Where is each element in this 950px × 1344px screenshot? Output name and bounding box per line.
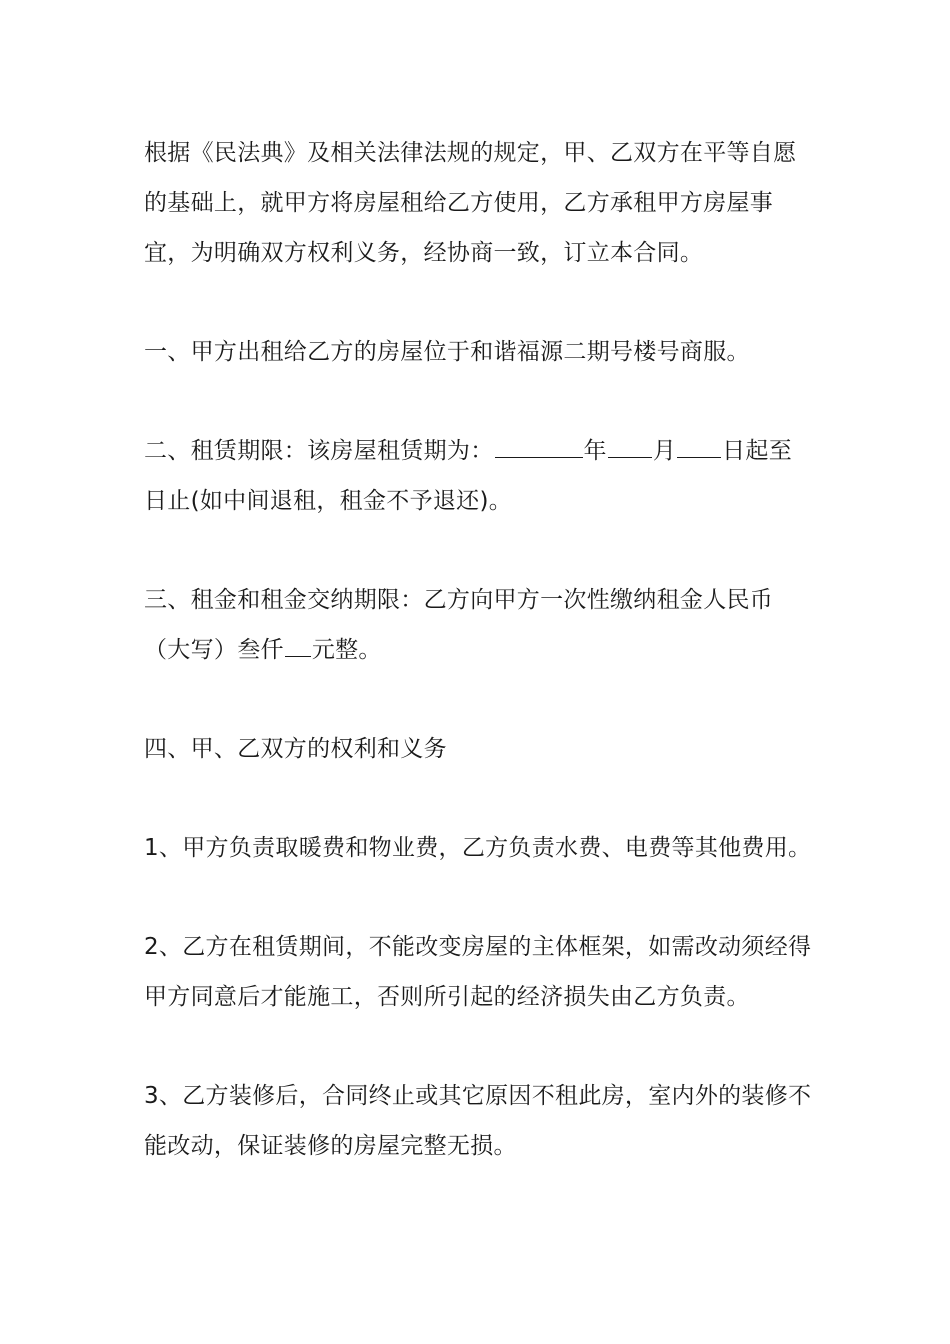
day-blank [677,456,721,458]
clause-2-prefix: 二、租赁期限：该房屋租赁期为： [144,438,494,464]
intro-paragraph: 根据《民法典》及相关法律法规的规定，甲、乙双方在平等自愿的基础上，就甲方将房屋租给乙方使用，乙方承租甲方房屋事宜，为明确双方权利义务，经协商一致，订立本合同。 [144,140,797,266]
item-2-paragraph: 2、乙方在租赁期间，不能改变房屋的主体框架，如需改动须经得甲方同意后才能施工，否则所引起的经济损失由乙方负责。 [144,934,812,1010]
year-label: 年 [583,438,607,464]
year-blank [495,456,583,458]
clause-3-prefix: 三、租金和租金交纳期限：乙方向甲方一次性缴纳租金人民币（大写）叁仟 [144,587,774,663]
clause-3-suffix: 元整。 [311,637,382,663]
clause-2-paragraph [144,426,812,526]
item-1-paragraph: 1、甲方负责取暖费和物业费，乙方负责水费、电费等其他费用。 [144,835,812,861]
clause-4-title: 四、甲、乙双方的权利和义务 [144,736,447,762]
month-blank [608,456,652,458]
month-label: 月 [652,438,677,464]
item-3-paragraph: 3、乙方装修后，合同终止或其它原因不租此房，室内外的装修不能改动，保证装修的房屋完整无损。 [144,1083,812,1159]
document-page [144,128,812,1171]
clause-3-paragraph [144,575,812,675]
amount-blank [285,655,311,657]
clause-1-paragraph: 一、甲方出租给乙方的房屋位于和谐福源二期号楼号商服。 [144,339,750,365]
day-label: 日起至日止(如中间退租，租金不予退还)。 [144,438,793,514]
